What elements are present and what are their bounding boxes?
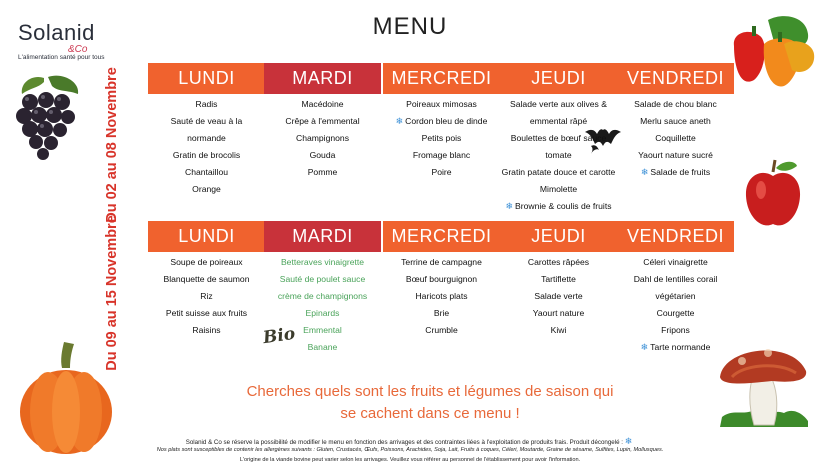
menu-item: ❄ Tarte normande — [640, 342, 711, 352]
menu-vendredi-w2 — [617, 254, 734, 356]
week-label-1: Du 02 au 08 Novembre — [104, 67, 120, 223]
menu-item: Brie — [433, 308, 450, 318]
logo-co: &Co — [68, 44, 88, 55]
menu-item-bio: Epinards — [305, 308, 340, 318]
menu-item: ❄ Brownie & coulis de fruits — [505, 201, 612, 211]
menu-item-bio: Betteraves vinaigrette — [280, 257, 365, 267]
menu-item: Boulettes de bœuf sauce — [510, 133, 607, 143]
menu-item: Dahl de lentilles corail — [633, 274, 718, 284]
menu-item: Poire — [431, 167, 452, 177]
menu-item: Haricots plats — [415, 291, 468, 301]
footer-disclaimer: Solanid & Co se réserve la possibilité de modifier le menu en fonction des arrivages et des contraintes liées à l'exploitation de produits frais. Produit décongelé : ❄ — [185, 436, 633, 446]
menu-item: Terrine de campagne — [401, 257, 482, 267]
menu-item: Gratin patate douce et carotte — [501, 167, 616, 177]
menu-mercredi-w1 — [383, 96, 500, 181]
menu-item: Petits pois — [421, 133, 462, 143]
menu-item: ❄ Cordon bleu de dinde — [395, 116, 488, 126]
snowflake-icon: ❄ — [640, 167, 649, 177]
menu-item: Poireaux mimosas — [406, 99, 477, 109]
menu-item: Chantaillou — [185, 167, 228, 177]
day-header-vendredi: VENDREDI — [617, 63, 734, 94]
day-header-jeudi: JEUDI — [500, 63, 617, 94]
snowflake-icon: ❄ — [624, 436, 633, 446]
menu-item: emmental râpé — [529, 116, 588, 126]
menu-item: Yaourt nature — [532, 308, 585, 318]
snowflake-icon: ❄ — [395, 116, 404, 126]
day-header-jeudi: JEUDI — [500, 221, 617, 252]
footer-allergens: Nos plats sont susceptibles de contenir les allergènes suivants : Gluten, Crustacés, Œufs, Poissons, Arachides, Soja, Lait, Fruits à coques, Céleri, Moutarde, Graine de sésame, Sulfites, Lupin, Mollusques. — [156, 447, 664, 453]
menu-item: Yaourt nature sucré — [638, 150, 713, 160]
menu-item: tomate — [545, 150, 572, 160]
menu-item: Mimolette — [539, 184, 578, 194]
menu-lundi-w2 — [148, 254, 265, 339]
day-header-mercredi: MERCREDI — [383, 221, 500, 252]
menu-item: Céleri vinaigrette — [643, 257, 708, 267]
promo-line-1: Cherches quels sont les fruits et légumes de saison qui — [246, 383, 614, 400]
day-header-lundi: LUNDI — [148, 221, 265, 252]
menu-item: Gouda — [309, 150, 336, 160]
menu-item: Crêpe à l'emmental — [285, 116, 360, 126]
logo-tagline: L'alimentation santé pour tous — [18, 54, 105, 61]
day-header-mardi: MARDI — [264, 63, 381, 94]
menu-item: ❄ Salade de fruits — [640, 167, 711, 177]
menu-item: Gratin de brocolis — [172, 150, 241, 160]
snowflake-icon: ❄ — [640, 342, 649, 352]
logo-name: Solanid — [18, 20, 95, 45]
grapes-icon — [8, 72, 88, 162]
menu-item: Fripons — [661, 325, 690, 335]
menu-item: Riz — [200, 291, 213, 301]
menu-item: Crumble — [425, 325, 458, 335]
menu-item-bio: Emmental — [303, 325, 342, 335]
page-title: MENU — [372, 13, 448, 40]
menu-item: Fromage blanc — [412, 150, 471, 160]
menu-item: Salade verte — [534, 291, 583, 301]
menu-item: Kiwi — [550, 325, 567, 335]
menu-item: Soupe de poireaux — [170, 257, 243, 267]
menu-mercredi-w2 — [383, 254, 500, 339]
menu-item: Champignons — [295, 133, 350, 143]
menu-item: Carottes râpées — [527, 257, 590, 267]
apple-icon — [743, 158, 803, 230]
menu-item-bio: crème de champignons — [277, 291, 368, 301]
menu-item: Tartiflette — [541, 274, 576, 284]
week-label-2: Du 09 au 15 Novembre — [104, 215, 120, 371]
snowflake-icon: ❄ — [505, 201, 514, 211]
menu-lundi-w1 — [148, 96, 265, 198]
peppers-icon — [728, 10, 818, 90]
menu-item: Blanquette de saumon — [163, 274, 250, 284]
menu-item: Coquillette — [655, 133, 696, 143]
menu-item: normande — [187, 133, 226, 143]
menu-item: végétarien — [655, 291, 696, 301]
menu-mardi-w1 — [264, 96, 381, 181]
menu-item: Salade verte aux olives & — [510, 99, 607, 109]
day-header-vendredi: VENDREDI — [617, 221, 734, 252]
menu-vendredi-w1 — [617, 96, 734, 181]
menu-item: Bœuf bourguignon — [405, 274, 478, 284]
menu-item: Raisins — [192, 325, 221, 335]
promo-line-2: se cachent dans ce menu ! — [340, 405, 520, 422]
day-header-lundi: LUNDI — [148, 63, 265, 94]
day-header-mercredi: MERCREDI — [383, 63, 500, 94]
menu-item: Sauté de veau à la — [170, 116, 243, 126]
menu-item-bio: Banane — [307, 342, 338, 352]
menu-item: Salade de chou blanc — [634, 99, 717, 109]
promo-text — [150, 381, 710, 425]
day-header-mardi: MARDI — [264, 221, 381, 252]
menu-item: Courgette — [656, 308, 695, 318]
menu-jeudi-w1 — [500, 96, 617, 215]
menu-item: Pomme — [307, 167, 338, 177]
menu-item: Radis — [195, 99, 218, 109]
bio-label: Bio — [261, 323, 297, 349]
menu-item-bio: Sauté de poulet sauce — [279, 274, 366, 284]
menu-item: Petit suisse aux fruits — [165, 308, 248, 318]
menu-item: Macédoine — [301, 99, 344, 109]
menu-item: Merlu sauce aneth — [640, 116, 711, 126]
menu-jeudi-w2 — [500, 254, 617, 339]
footer-origin: L'origine de la viande bovine peut varier selon les arrivages. Veuillez vous référer au personnel de l'établissement pour avoir l'information. — [239, 457, 581, 463]
menu-item: Orange — [192, 184, 221, 194]
